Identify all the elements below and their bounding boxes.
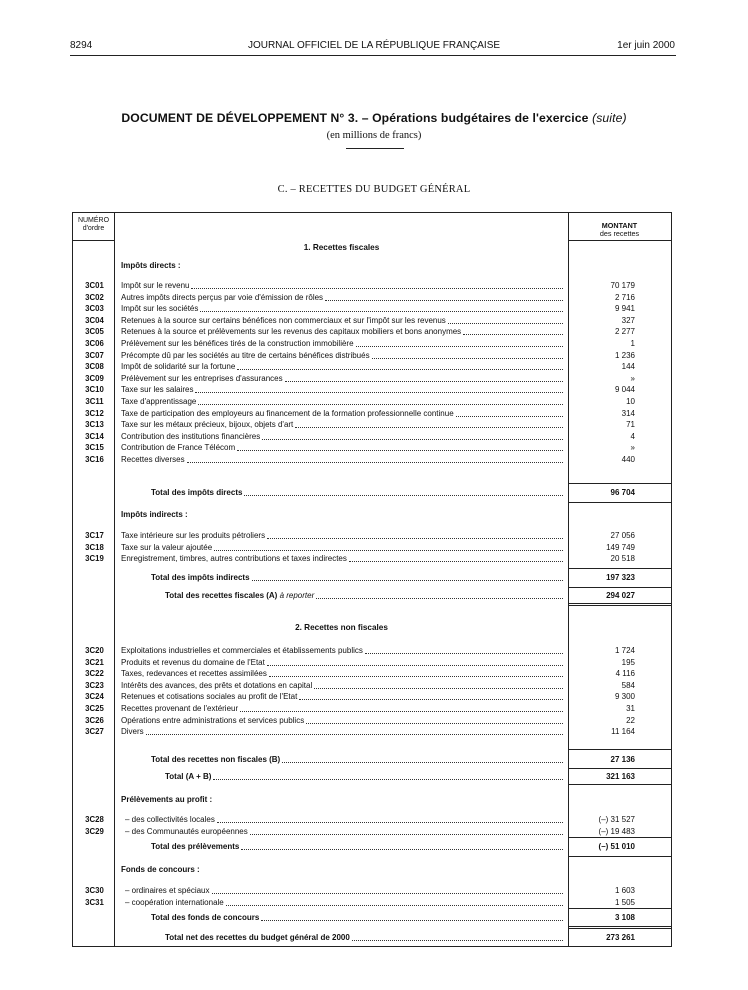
row-label-text: Prélèvement sur les bénéfices tirés de la construction immobilière <box>121 339 354 348</box>
row-label-text: Total des fonds de concours <box>151 913 260 922</box>
table-row <box>73 645 673 657</box>
section-heading-nonfiscal: 2. Recettes non fiscales <box>295 623 388 632</box>
column-header-amount-line2: des recettes <box>599 229 640 238</box>
table-row <box>73 703 673 715</box>
dot-leader <box>212 893 563 894</box>
table-row <box>73 303 673 315</box>
row-value: 327 <box>621 315 635 325</box>
row-label-text: Divers <box>121 727 144 737</box>
row-value: (–) 51 010 <box>598 842 635 851</box>
row-label-suffix: à reporter <box>277 591 315 600</box>
table-row <box>73 553 673 565</box>
receipts-table <box>72 212 672 947</box>
amount-rule <box>568 926 671 927</box>
row-value: 1 603 <box>614 886 635 895</box>
amount-rule <box>568 784 671 785</box>
row-label <box>165 932 563 944</box>
row-code: 3C05 <box>85 327 104 337</box>
row-label <box>121 303 563 315</box>
dot-leader <box>267 665 563 666</box>
row-label <box>151 487 563 499</box>
row-label-text: Prélèvement sur les entreprises d'assurances <box>121 373 283 383</box>
row-label <box>151 841 563 853</box>
dot-leader <box>191 288 563 289</box>
row-label <box>121 419 563 431</box>
row-label-text: – coopération internationale <box>125 897 224 907</box>
row-label-text: Total des recettes fiscales (A) <box>165 591 278 600</box>
dot-leader <box>365 653 563 654</box>
row-label <box>121 396 563 408</box>
dot-leader <box>316 598 563 599</box>
row-label-text: Contribution des institutions financières <box>121 431 261 441</box>
amount-rule <box>568 587 671 588</box>
amount-rule <box>568 502 671 503</box>
row-code: 3C02 <box>85 292 104 302</box>
row-code: 3C21 <box>85 657 104 667</box>
dot-leader <box>282 762 563 763</box>
row-label-text: – des collectivités locales <box>125 815 215 824</box>
row-label <box>121 408 563 420</box>
row-code: 3C20 <box>85 646 104 655</box>
table-row <box>73 431 673 443</box>
amount-rule <box>568 856 671 857</box>
row-label <box>121 657 563 669</box>
row-code: 3C31 <box>85 897 104 907</box>
section-title: C. – RECETTES DU BUDGET GÉNÉRAL <box>277 184 471 195</box>
dot-leader <box>250 834 563 835</box>
document-subtitle: (en millions de francs) <box>326 130 422 141</box>
row-value: 314 <box>621 408 635 418</box>
document-title <box>0 111 748 125</box>
table-row <box>73 668 673 680</box>
subheading-direct-taxes: Impôts directs : <box>121 261 181 270</box>
row-code: 3C14 <box>85 431 104 441</box>
row-label-text: Taxe de participation des employeurs au financement de la formation professionnelle continue <box>121 408 454 418</box>
dot-leader <box>456 416 563 417</box>
row-label <box>121 442 563 454</box>
dot-leader <box>237 450 563 451</box>
dot-leader <box>299 699 563 700</box>
row-code: 3C30 <box>85 886 104 895</box>
table-row <box>73 442 673 454</box>
subheading-funds: Fonds de concours : <box>121 865 200 874</box>
row-code: 3C17 <box>85 531 104 540</box>
dot-leader <box>325 300 563 301</box>
total-row <box>73 841 673 853</box>
dot-leader <box>448 323 563 324</box>
row-label-text: Retenues à la source et prélèvements sur les revenus des capitaux mobiliers et bons anonymes <box>121 327 462 337</box>
row-label-text: Précompte dû par les sociétés au titre de certains bénéfices distribués <box>121 350 370 360</box>
dot-leader <box>200 311 563 312</box>
row-label-text: Intérêts des avances, des prêts et dotations en capital <box>121 680 313 690</box>
row-label-text: – ordinaires et spéciaux <box>125 886 210 895</box>
table-row <box>73 338 673 350</box>
column-header-amount <box>568 222 671 238</box>
row-code: 3C25 <box>85 704 104 713</box>
row-value: 2 277 <box>614 327 635 337</box>
row-label-text: Retenues à la source sur certains bénéfices non commerciaux et sur l'impôt sur les revenus <box>121 315 446 325</box>
total-row <box>73 932 673 944</box>
dot-leader <box>314 688 563 689</box>
row-label <box>121 292 563 304</box>
dot-leader <box>187 462 563 463</box>
row-value: 321 163 <box>606 772 635 781</box>
row-value: 2 716 <box>614 292 635 302</box>
table-row <box>73 897 673 909</box>
row-value: 27 136 <box>610 755 635 764</box>
row-code: 3C08 <box>85 362 104 372</box>
row-value: (–) 31 527 <box>598 815 635 824</box>
row-code: 3C22 <box>85 669 104 679</box>
row-code: 3C28 <box>85 815 104 824</box>
row-value: 197 323 <box>606 573 635 582</box>
row-label <box>121 553 563 565</box>
dot-leader <box>356 346 563 347</box>
row-label-text: Taxe intérieure sur les produits pétroliers <box>121 531 266 540</box>
row-value: 96 704 <box>610 488 635 497</box>
dot-leader <box>241 849 563 850</box>
row-code: 3C12 <box>85 408 104 418</box>
row-label-text: Total (A + B) <box>165 772 212 781</box>
table-row <box>73 315 673 327</box>
dot-leader <box>267 538 563 539</box>
dot-leader <box>244 495 563 496</box>
table-row <box>73 542 673 554</box>
amount-rule <box>568 603 671 604</box>
table-row <box>73 361 673 373</box>
table-row <box>73 280 673 292</box>
column-header-number <box>73 217 114 233</box>
total-row <box>73 754 673 766</box>
issue-date: 1er juin 2000 <box>617 40 675 51</box>
dot-leader <box>295 427 563 428</box>
row-value: 4 <box>630 431 635 441</box>
row-code: 3C11 <box>85 397 104 406</box>
subtitle-rule <box>346 148 404 149</box>
row-value: 3 108 <box>614 913 635 922</box>
row-label-text: Produits et revenus du domaine de l'Etat <box>121 657 265 667</box>
row-label-text: Impôt de solidarité sur la fortune <box>121 362 236 372</box>
row-label <box>121 668 563 680</box>
row-code: 3C03 <box>85 304 104 314</box>
row-value: 31 <box>626 704 635 713</box>
row-value: 11 164 <box>611 727 635 737</box>
amount-rule <box>568 749 671 750</box>
table-row <box>73 826 673 838</box>
table-row <box>73 326 673 338</box>
row-label <box>151 754 563 766</box>
amount-rule <box>568 837 671 838</box>
row-label-text: Impôt sur les sociétés <box>121 304 199 314</box>
row-value: 1 <box>630 339 635 348</box>
total-row <box>73 590 673 602</box>
row-label-text: Autres impôts directs perçus par voie d'émission de rôles <box>121 292 324 302</box>
table-row <box>73 691 673 703</box>
journal-title: JOURNAL OFFICIEL DE LA RÉPUBLIQUE FRANÇAISE <box>247 40 501 51</box>
dot-leader <box>261 920 563 921</box>
row-label-text: Exploitations industrielles et commerciales et établissements publics <box>121 646 363 655</box>
row-value: 22 <box>626 715 635 725</box>
row-value: 294 027 <box>606 591 635 600</box>
row-label-text: Impôt sur le revenu <box>121 281 190 290</box>
row-label <box>121 542 563 554</box>
header-rule <box>568 240 671 241</box>
row-label <box>121 431 563 443</box>
row-label-text: Retenues et cotisations sociales au profit de l'Etat <box>121 692 298 702</box>
row-code: 3C23 <box>85 680 104 690</box>
dot-leader <box>195 392 563 393</box>
row-value: 273 261 <box>606 933 635 942</box>
table-row <box>73 384 673 396</box>
dot-leader <box>349 561 563 562</box>
column-header-number-line1: NUMÉRO <box>77 217 110 224</box>
row-value: 584 <box>621 680 635 690</box>
dot-leader <box>198 404 563 405</box>
row-label <box>121 326 563 338</box>
dot-leader <box>252 580 563 581</box>
row-code: 3C07 <box>85 350 104 360</box>
row-code: 3C16 <box>85 455 104 464</box>
total-row <box>73 572 673 584</box>
row-label <box>151 572 563 584</box>
dot-leader <box>146 734 563 735</box>
row-code: 3C10 <box>85 385 104 395</box>
row-code: 3C15 <box>85 443 104 453</box>
row-value: 144 <box>621 362 635 372</box>
total-row <box>73 487 673 499</box>
row-code: 3C04 <box>85 315 104 325</box>
row-label <box>121 530 563 542</box>
row-label-text: Recettes diverses <box>121 455 185 464</box>
row-label <box>121 373 563 385</box>
row-label-text: Taxe sur les métaux précieux, bijoux, objets d'art <box>121 420 294 430</box>
row-value: 1 505 <box>614 897 635 907</box>
row-label <box>121 280 563 292</box>
row-label-text: Contribution de France Télécom <box>121 443 236 453</box>
row-label <box>121 315 563 327</box>
row-label-text: – des Communautés européennes <box>125 826 248 836</box>
row-label <box>121 454 563 466</box>
document-title-suffix: (suite) <box>592 111 627 125</box>
row-code: 3C29 <box>85 826 104 836</box>
dot-leader <box>262 439 563 440</box>
dot-leader <box>214 550 563 551</box>
row-label <box>121 361 563 373</box>
row-label-text: Taxe sur la valeur ajoutée <box>121 542 213 552</box>
amount-rule <box>568 768 671 769</box>
dot-leader <box>372 358 563 359</box>
row-value: 1 236 <box>614 350 635 360</box>
row-value: 1 724 <box>614 646 635 655</box>
row-value: 440 <box>621 455 635 464</box>
table-row <box>73 885 673 897</box>
dot-leader <box>213 779 563 780</box>
row-value: 71 <box>626 420 635 430</box>
row-label <box>125 814 563 826</box>
dot-leader <box>463 334 563 335</box>
row-label <box>121 691 563 703</box>
amount-rule <box>568 483 671 484</box>
page-number: 8294 <box>70 40 93 51</box>
row-value: 9 044 <box>614 385 635 395</box>
row-label-text: Total net des recettes du budget général de 2000 <box>165 933 350 942</box>
row-label <box>121 703 563 715</box>
dot-leader <box>237 369 563 370</box>
row-label <box>165 590 563 602</box>
table-row <box>73 350 673 362</box>
table-row <box>73 292 673 304</box>
amount-rule <box>568 928 671 929</box>
dot-leader <box>285 381 563 382</box>
document-title-main: DOCUMENT DE DÉVELOPPEMENT N° 3. – Opérations budgétaires de l'exercice <box>121 111 589 125</box>
row-label <box>121 645 563 657</box>
row-value: 195 <box>621 657 635 667</box>
row-label <box>125 885 563 897</box>
row-label-text: Recettes provenant de l'extérieur <box>121 704 239 713</box>
row-value: 9 941 <box>614 304 635 314</box>
row-code: 3C09 <box>85 373 104 383</box>
row-label-text: Enregistrement, timbres, autres contributions et taxes indirectes <box>121 554 347 564</box>
table-row <box>73 419 673 431</box>
table-row <box>73 680 673 692</box>
row-label <box>125 826 563 838</box>
row-value: (–) 19 483 <box>598 826 635 836</box>
row-code: 3C27 <box>85 727 104 737</box>
row-label <box>121 350 563 362</box>
row-code: 3C01 <box>85 281 104 290</box>
subheading-indirect-taxes: Impôts indirects : <box>121 510 188 519</box>
row-value: 10 <box>626 397 635 406</box>
table-row <box>73 396 673 408</box>
row-label <box>151 912 563 924</box>
dot-leader <box>240 711 563 712</box>
row-value: » <box>630 373 635 383</box>
row-code: 3C13 <box>85 420 104 430</box>
row-label <box>121 680 563 692</box>
row-label-text: Total des impôts directs <box>151 488 243 497</box>
dot-leader <box>306 723 563 724</box>
row-label <box>165 771 563 783</box>
dot-leader <box>226 905 563 906</box>
row-label-text: Total des recettes non fiscales (B) <box>151 755 281 764</box>
dot-leader <box>269 676 563 677</box>
column-header-amount-line1: MONTANT <box>601 221 638 230</box>
section-heading-fiscal: 1. Recettes fiscales <box>303 243 380 252</box>
total-row <box>73 771 673 783</box>
row-label <box>121 715 563 727</box>
dot-leader <box>352 940 563 941</box>
row-value: » <box>630 443 635 453</box>
row-label-text: Taxe d'apprentissage <box>121 397 197 406</box>
table-row <box>73 657 673 669</box>
row-value: 20 518 <box>610 554 635 564</box>
header-rule <box>73 240 114 241</box>
row-label <box>121 338 563 350</box>
amount-rule <box>568 605 671 606</box>
row-code: 3C26 <box>85 715 104 725</box>
row-label-text: Taxes, redevances et recettes assimilées <box>121 669 267 679</box>
table-row <box>73 814 673 826</box>
row-value: 27 056 <box>610 531 635 540</box>
row-code: 3C19 <box>85 554 104 564</box>
row-value: 9 300 <box>614 692 635 702</box>
row-label-text: Opérations entre administrations et services publics <box>121 715 305 725</box>
table-row <box>73 726 673 738</box>
table-row <box>73 530 673 542</box>
header-rule <box>70 55 676 56</box>
row-label <box>121 726 563 738</box>
table-row <box>73 408 673 420</box>
column-header-number-line2: d'ordre <box>82 225 105 232</box>
row-label-text: Total des prélèvements <box>151 842 240 851</box>
table-row <box>73 454 673 466</box>
dot-leader <box>217 822 563 823</box>
subheading-levies: Prélèvements au profit : <box>121 795 213 804</box>
row-label <box>125 897 563 909</box>
amount-rule <box>568 908 671 909</box>
row-label-text: Total des impôts indirects <box>151 573 250 582</box>
row-label <box>121 384 563 396</box>
row-value: 4 116 <box>615 669 635 679</box>
table-row <box>73 715 673 727</box>
amount-rule <box>568 568 671 569</box>
total-row <box>73 912 673 924</box>
row-label-text: Taxe sur les salaires <box>121 385 194 395</box>
row-value: 149 749 <box>606 542 635 552</box>
row-code: 3C06 <box>85 339 104 348</box>
row-value: 70 179 <box>610 281 635 290</box>
row-code: 3C24 <box>85 692 104 702</box>
row-code: 3C18 <box>85 542 104 552</box>
table-row <box>73 373 673 385</box>
